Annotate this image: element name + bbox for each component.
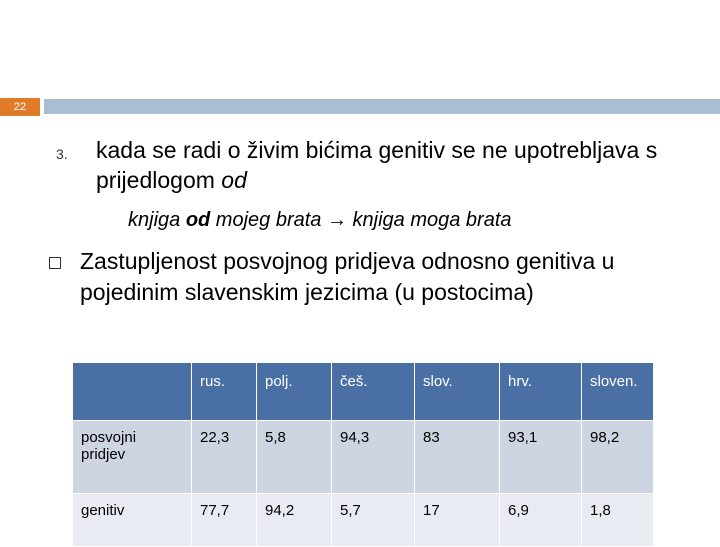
example-pre: knjiga <box>128 209 186 231</box>
table-cell: 22,3 <box>192 421 257 494</box>
table-cell: 17 <box>415 494 500 547</box>
bullet-text: Zastupljenost posvojnog pridjeva odnosno genitiva u pojedinim slavenskim jezicima (u postocima) <box>80 248 615 305</box>
list-item-number: 3. <box>56 146 68 162</box>
table-cell: genitiv <box>73 494 192 547</box>
list-item-text-main: kada se radi o živim bićima genitiv se ne upotrebljava s prijedlogom <box>96 137 658 193</box>
table-cell: 77,7 <box>192 494 257 547</box>
table-header-cell: polj. <box>257 363 332 421</box>
bullet-square-icon <box>49 257 61 269</box>
data-table <box>72 362 654 547</box>
table-cell: 94,3 <box>332 421 415 494</box>
example-sentence <box>128 207 688 233</box>
table-cell: 93,1 <box>500 421 582 494</box>
table-cell: 98,2 <box>582 421 654 494</box>
table-row <box>73 421 654 494</box>
header-bar <box>44 99 720 114</box>
example-post: mojeg brata → knjiga moga brata <box>210 209 512 231</box>
list-item-text-emphasis: od <box>221 167 247 193</box>
table-header-cell <box>73 363 192 421</box>
table-cell: 6,9 <box>500 494 582 547</box>
slide-number: 22 <box>0 98 40 116</box>
table-header-cell: hrv. <box>500 363 582 421</box>
table-row <box>73 494 654 547</box>
table-cell: 5,7 <box>332 494 415 547</box>
example-bold: od <box>185 209 211 231</box>
table-cell: 94,2 <box>257 494 332 547</box>
list-item-text <box>96 135 696 195</box>
table-header-cell: slov. <box>415 363 500 421</box>
table-cell: 83 <box>415 421 500 494</box>
table-header-cell: sloven. <box>582 363 654 421</box>
table-cell: posvojni pridjev <box>73 421 192 494</box>
table-header-row <box>73 363 654 421</box>
table-header-cell: rus. <box>192 363 257 421</box>
table-header-cell: češ. <box>332 363 415 421</box>
table-cell: 5,8 <box>257 421 332 494</box>
table-cell: 1,8 <box>582 494 654 547</box>
